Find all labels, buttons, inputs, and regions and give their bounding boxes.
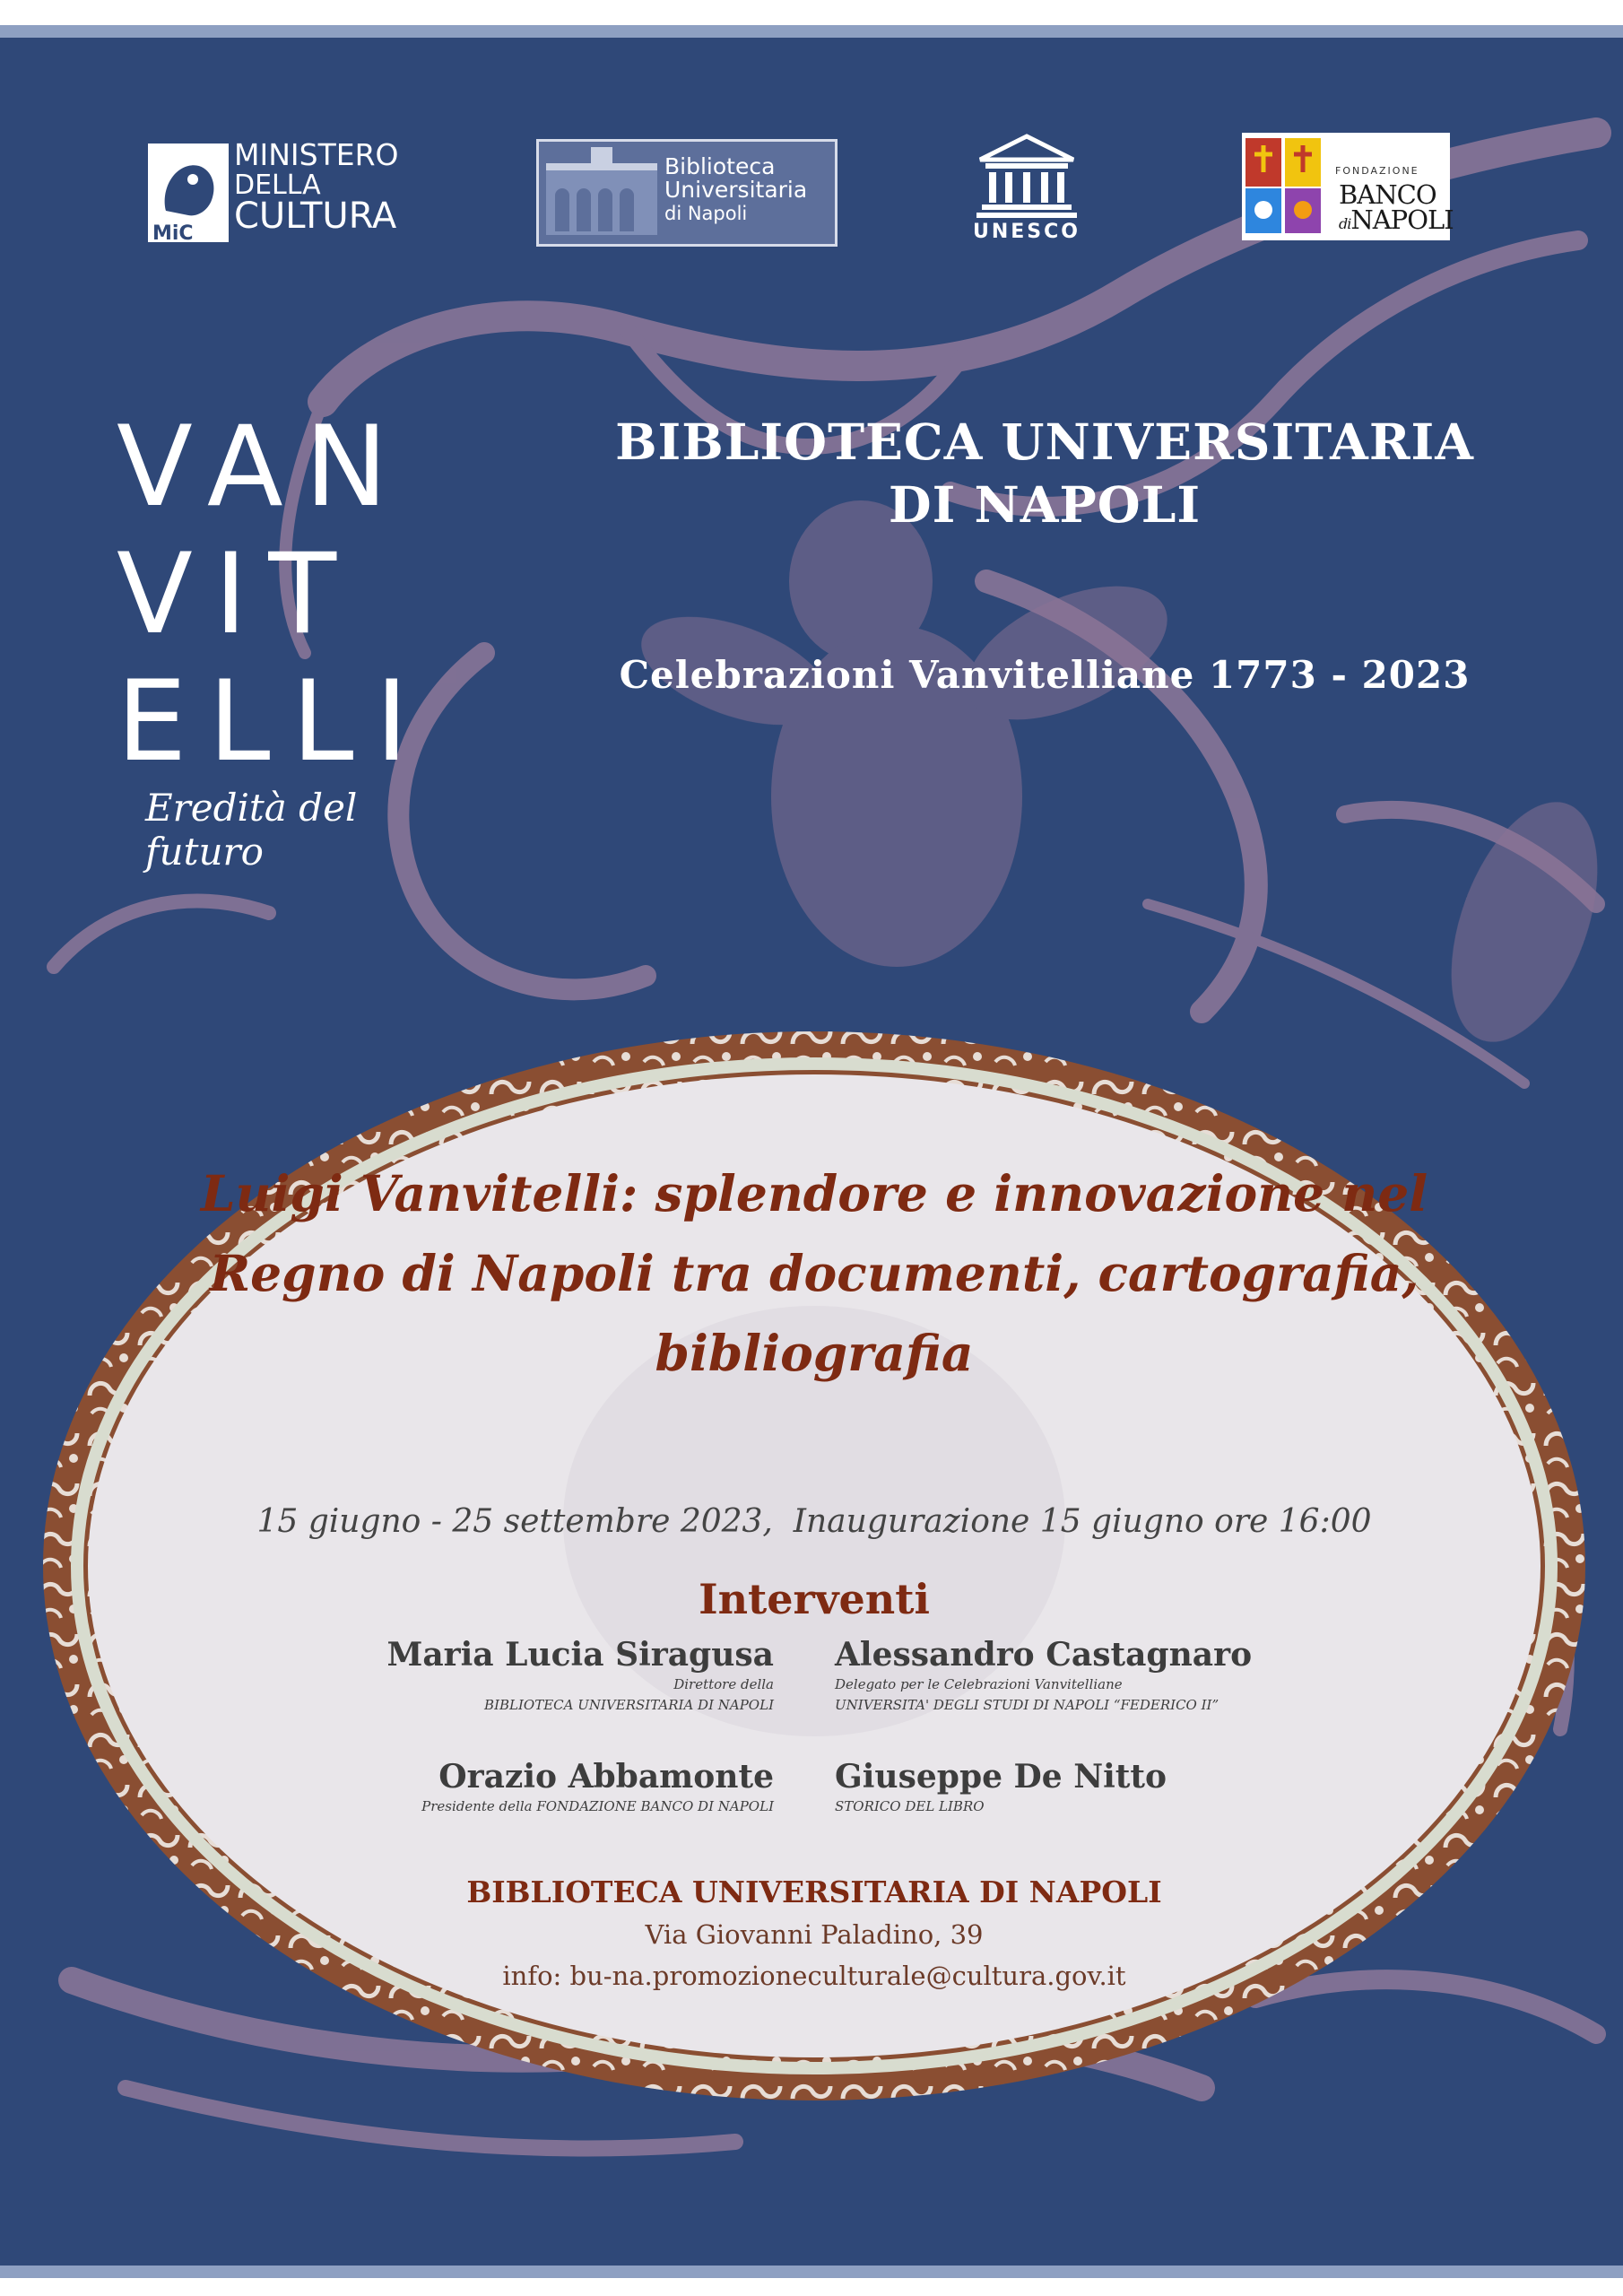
vanvitelli-line-1: VAN [117,403,410,532]
interventi-heading: Interventi [699,1575,930,1623]
venue-address: Via Giovanni Paladino, 39 [645,1919,984,1950]
speaker-name: Alessandro Castagnaro [835,1636,1253,1674]
mic-tag: MiC [152,222,194,245]
venue-info-email: info: bu-na.promozioneculturale@cultura.gov.it [502,1961,1126,1991]
biblioteca-universitaria-logo [536,139,838,247]
biblioteca-logo-line-3: di Napoli [664,203,748,224]
event-title: Luigi Vanvitelli: splendore e innovazione nel Regno di Napoli tra documenti, cartografia, bibliografia [200,1164,1428,1382]
fondazione-banco-napoli-logo [1242,133,1454,240]
venue-name: BIBLIOTECA UNIVERSITARIA DI NAPOLI [466,1874,1162,1909]
biblioteca-logo-line-1: Biblioteca [664,153,776,179]
poster-panel [0,25,1623,2278]
speaker-affiliation: UNIVERSITA' DEGLI STUDI DI NAPOLI “FEDERICO II” [835,1697,1219,1713]
biblioteca-logo-line-2: Universitaria [664,177,808,203]
header-subtitle: Celebrazioni Vanvitelliane 1773 - 2023 [619,653,1471,697]
speaker-affiliation: BIBLIOTECA UNIVERSITARIA DI NAPOLI [484,1697,774,1713]
speaker-alessandro-castagnaro [835,1636,1252,1715]
unesco-temple-icon [973,133,1081,222]
event-content [34,1019,1594,2113]
speaker-maria-lucia-siragusa [386,1636,774,1715]
ministero-line-1: MINISTERO [234,137,399,172]
event-dates: 15 giugno - 25 settembre 2023, Inaugurazione 15 giugno ore 16:00 [256,1503,1372,1540]
unesco-label: UNESCO [973,221,1081,243]
fondazione-label: FONDAZIONE [1335,165,1419,177]
di-label: di [1339,215,1351,232]
speaker-orazio-abbamonte [421,1758,774,1816]
banco-napoli-crest-icon [1242,133,1332,240]
speaker-name: Maria Lucia Siragusa [386,1636,774,1674]
vanvitelli-line-3: ELLI [117,657,430,787]
speaker-giuseppe-de-nitto [835,1758,1167,1816]
vanvitelli-logo [117,403,457,874]
ministero-line-3: CULTURA [234,196,397,237]
event-oval [34,1019,1594,2113]
speaker-role: Delegato per le Celebrazioni Vanvitelliane [835,1676,1123,1692]
banco-label: BANCO [1339,179,1436,210]
speaker-name: Giuseppe De Nitto [835,1758,1167,1796]
speaker-name: Orazio Abbamonte [438,1758,774,1796]
ministero-cultura-logo [148,115,408,249]
napoli-word: NAPOLI [1350,204,1454,235]
speaker-role: Direttore della [673,1676,774,1692]
napoli-label [1339,204,1454,235]
ministero-line-2: DELLA [234,170,321,201]
header-title: BIBLIOTECA UNIVERSITARIA DI NAPOLI [615,413,1474,534]
unesco-logo [973,133,1081,249]
speaker-role: Presidente della FONDAZIONE BANCO DI NAPOLI [421,1798,774,1814]
vanvitelli-line-2: VIT [117,530,359,659]
vanvitelli-tagline: Eredità del futuro [145,786,358,874]
library-building-icon [539,142,664,244]
speaker-role: STORICO DEL LIBRO [835,1798,985,1814]
